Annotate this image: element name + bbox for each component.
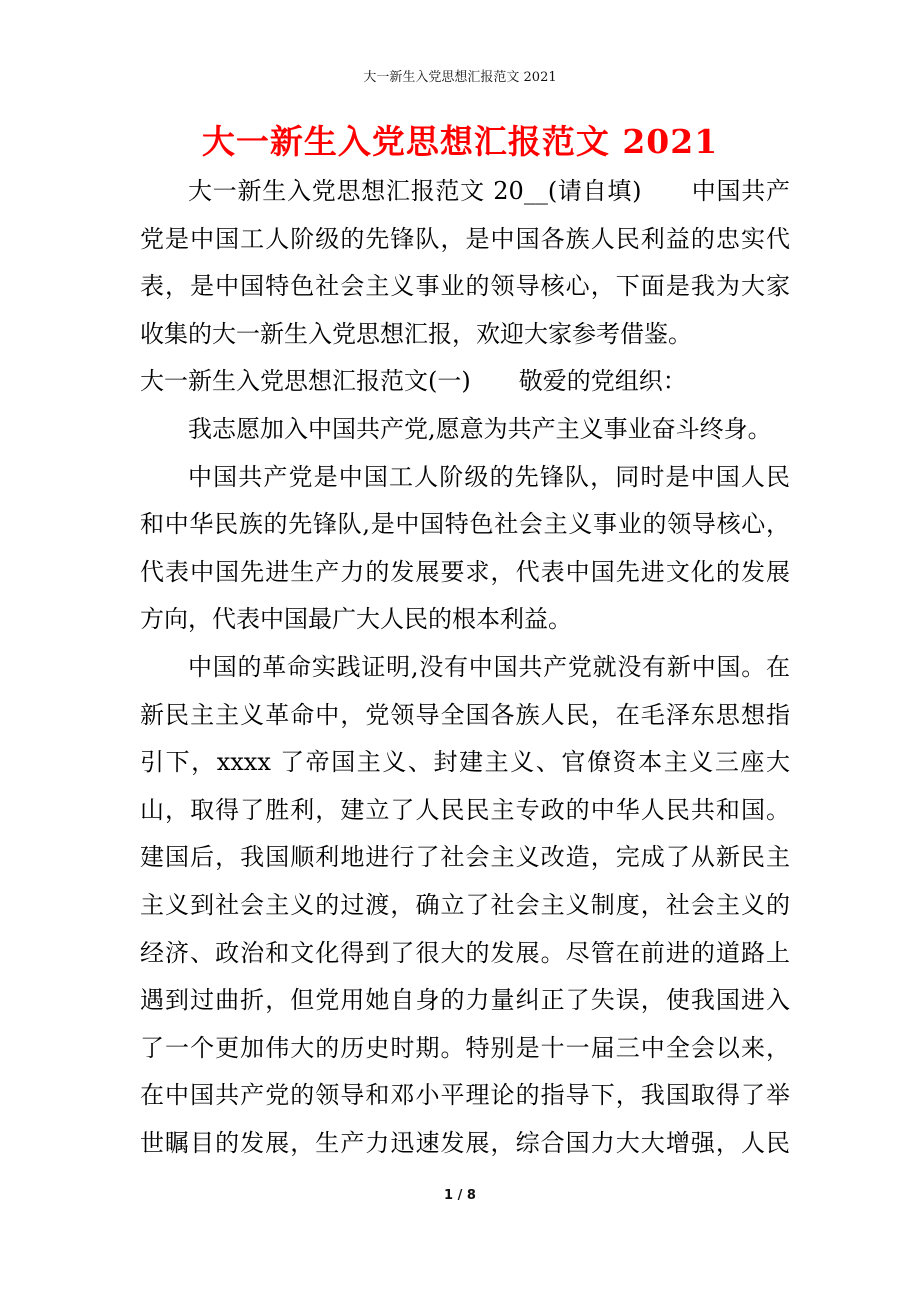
text-line: 中国的革命实践证明,没有中国共产党就没有新中国。在 bbox=[188, 652, 790, 681]
text-line: 代表中国先进生产力的发展要求，代表中国先进文化的发展 bbox=[140, 557, 790, 586]
text-line: 中国共产党是中国工人阶级的先锋队，同时是中国人民 bbox=[188, 462, 790, 491]
running-header: 大一新生入党思想汇报范文 2021 bbox=[363, 70, 557, 85]
text-line: 主义到社会主义的过渡，确立了社会主义制度，社会主义的 bbox=[140, 890, 790, 919]
page-indicator: 1 / 8 bbox=[444, 1188, 476, 1203]
text-line: 和中华民族的先锋队,是中国特色社会主义事业的领导核心， bbox=[140, 510, 790, 539]
text-line: 新民主主义革命中，党领导全国各族人民，在毛泽东思想指 bbox=[140, 700, 790, 729]
text-line: 收集的大一新生入党思想汇报，欢迎大家参考借鉴。 bbox=[140, 319, 692, 348]
text-line: 建国后，我国顺利地进行了社会主义改造，完成了从新民主 bbox=[140, 843, 790, 872]
section-heading-line: 大一新生入党思想汇报范文(一) 敬爱的党组织： bbox=[140, 367, 687, 396]
text-line: 表，是中国特色社会主义事业的领导核心，下面是我为大家 bbox=[140, 272, 790, 301]
text-line: 在中国共产党的领导和邓小平理论的指导下，我国取得了举 bbox=[140, 1081, 790, 1110]
text-line: 世瞩目的发展，生产力迅速发展，综合国力大大增强，人民 bbox=[140, 1128, 790, 1157]
text-line: 山，取得了胜利，建立了人民民主专政的中华人民共和国。 bbox=[140, 795, 790, 824]
text-line: 引下，xxxx 了帝国主义、封建主义、官僚资本主义三座大 bbox=[140, 748, 790, 777]
document-body bbox=[140, 168, 790, 1167]
text-line: 大一新生入党思想汇报范文 20__(请自填) 中国共产 bbox=[188, 177, 790, 205]
text-line: 了一个更加伟大的历史时期。特别是十一届三中全会以来， bbox=[140, 1033, 790, 1062]
text-line: 我志愿加入中国共产党,愿意为共产主义事业奋斗终身。 bbox=[188, 414, 772, 443]
document-title: 大一新生入党思想汇报范文 2021 bbox=[201, 122, 719, 161]
text-line: 方向，代表中国最广大人民的根本利益。 bbox=[140, 605, 572, 634]
text-line: 经济、政治和文化得到了很大的发展。尽管在前进的道路上 bbox=[140, 938, 790, 967]
text-line: 党是中国工人阶级的先锋队，是中国各族人民利益的忠实代 bbox=[140, 224, 790, 253]
text-line: 遇到过曲折，但党用她自身的力量纠正了失误，使我国进入 bbox=[140, 986, 790, 1015]
